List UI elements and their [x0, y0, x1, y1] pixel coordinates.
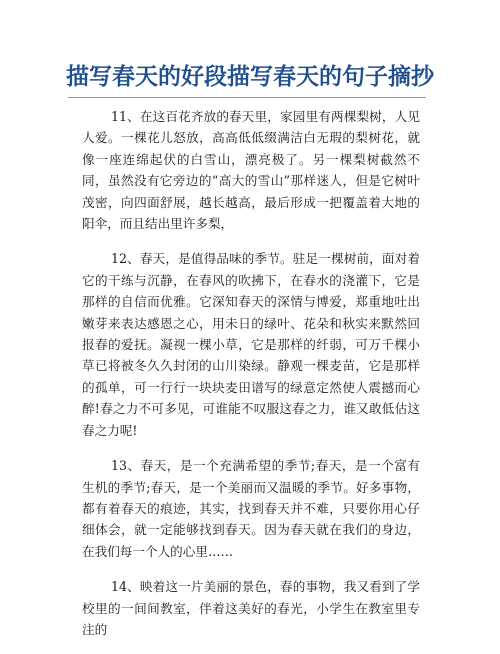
paragraph-11: 11、在这百花齐放的春天里，家园里有两棵梨树，人见人爱。一棵花儿怒放，高高低低缀满洁白无瑕的梨树花，就像一座连绵起伏的白雪山，漂亮极了。另一棵梨树截然不同，虽然没有它旁边的“高大的雪山”那样迷人，但是它树叶茂密，向四面舒展，越长越高，最后形成一把覆盖着大地的阳伞，而且结出里许多梨，: [82, 109, 420, 232]
document-title: 描写春天的好段描写春天的句子摘抄: [66, 64, 434, 90]
paragraph-13: 13、春天，是一个充满希望的季节;春天，是一个富有生机的季节;春天，是一个美丽而又温暖的季节。好多事物，都有着春天的痕迹，其实，找到春天并不难，只要你用心仔细体会，就一定能够找到春天。因为春天就在我们的身边，在我们每一个人的心里……: [82, 458, 420, 559]
paragraph-12: 12、春天，是值得品味的季节。驻足一棵树前，面对着它的干练与沉静，在春风的吹拂下，在春水的浇灌下，它是那样的自信而优雅。它深知春天的深情与博爱，郑重地吐出嫩芽来表达感恩之心，用未日的绿叶、花朵和秋实来默然回报春的爱抚。凝视一棵小草，它是那样的纤弱，可万千棵小草已将被冬久久封闭的山川染绿。静观一棵麦苗，它是那样的孤单，可一行行一块块麦田谱写的绿意定然使人震撼而心醉!春之力不可多见，可谁能不叹服这春之力，谁又敢低估这春之力呢!: [82, 251, 420, 438]
paragraph-14: 14、映着这一片美丽的景色，春的事物，我又看到了学校里的一间间教室，伴着这美好的春光，小学生在教室里专注的: [82, 579, 420, 637]
document-body: [82, 106, 420, 654]
title-divider: [68, 97, 426, 98]
